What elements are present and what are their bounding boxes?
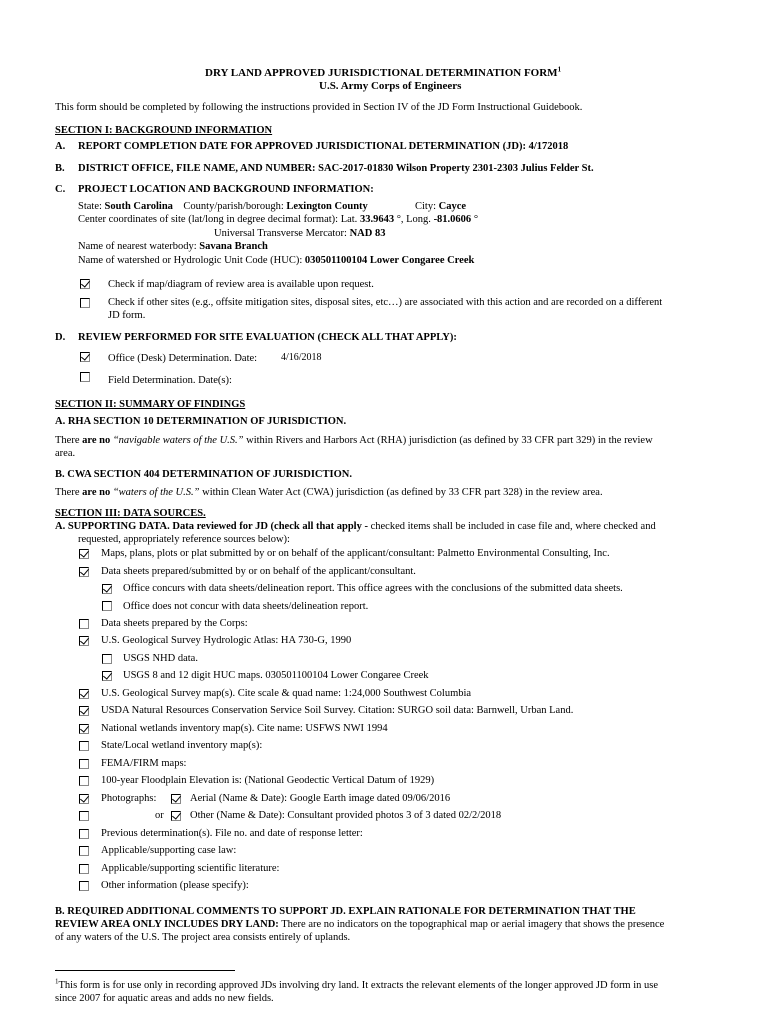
- state-local-wetland-label: State/Local wetland inventory map(s):: [101, 740, 263, 751]
- section-2-heading: SECTION II: SUMMARY OF FINDINGS: [55, 399, 246, 410]
- s1-a-letter: A.: [55, 141, 66, 152]
- other-photo-label: Other (Name & Date): Consultant provided photos 3 of 3 dated 02/2/2018: [190, 810, 502, 821]
- data-sheets-applicant-checkbox[interactable]: [79, 567, 89, 577]
- s3-b-text: REVIEW AREA ONLY INCLUDES DRY LAND: There are no indicators on the topographical map or aerial imagery that shows the presence: [55, 919, 665, 930]
- usgs-huc-label: USGS 8 and 12 digit HUC maps. 030501100104 Lower Congaree Creek: [123, 670, 429, 681]
- data-sheets-applicant-label: Data sheets prepared/submitted by or on behalf of the applicant/consultant.: [101, 566, 416, 577]
- s1-b-text: DISTRICT OFFICE, FILE NAME, AND NUMBER: SAC-2017-01830 Wilson Property 2301-2303 Julius Felder St.: [78, 163, 594, 174]
- s3-b-text-2: of any waters of the U.S. The project area consists entirely of uplands.: [55, 932, 351, 943]
- other-photo-checkbox[interactable]: [171, 811, 181, 821]
- s3-b-heading: B. REQUIRED ADDITIONAL COMMENTS TO SUPPORT JD. EXPLAIN RATIONALE FOR DETERMINATION THAT THE: [55, 906, 636, 917]
- case-law-label: Applicable/supporting case law:: [101, 845, 237, 856]
- previous-determination-checkbox[interactable]: [79, 829, 89, 839]
- s2-a-text: There are no “navigable waters of the U.S.” within Rivers and Harbors Act (RHA) jurisdiction (as defined by 33 CFR part 329) in the review: [55, 435, 653, 446]
- footnote-line-2: since 2007 for aquatic areas and adds no new fields.: [55, 993, 274, 1004]
- map-available-label: Check if map/diagram of review area is available upon request.: [108, 279, 374, 290]
- field-determination-label: Field Determination. Date(s):: [108, 375, 232, 386]
- floodplain-label: 100-year Floodplain Elevation is: (National Geodectic Vertical Datum of 1929): [101, 775, 435, 786]
- photographs-label: Photographs:: [101, 793, 157, 804]
- usgs-nhd-checkbox[interactable]: [102, 654, 112, 664]
- map-available-checkbox[interactable]: [80, 279, 90, 289]
- office-determination-label: Office (Desk) Determination. Date:: [108, 353, 258, 364]
- form-title: DRY LAND APPROVED JURISDICTIONAL DETERMINATION FORM$^1$: [205, 65, 562, 79]
- usgs-atlas-checkbox[interactable]: [79, 636, 89, 646]
- s3-a-text: A. SUPPORTING DATA. Data reviewed for JD (check all that apply - checked items shall be included in case file and, where checked and: [55, 521, 656, 532]
- data-sheets-corps-label: Data sheets prepared by the Corps:: [101, 618, 248, 629]
- section-3-heading: SECTION III: DATA SOURCES.: [55, 508, 206, 519]
- utm-line: Universal Transverse Mercator: NAD 83: [214, 228, 386, 239]
- other-sites-label-1: Check if other sites (e.g., offsite mitigation sites, disposal sites, etc…) are associated with this action and are recorded on a different: [108, 297, 663, 308]
- aerial-photo-label: Aerial (Name & Date): Google Earth image dated 09/06/2016: [190, 793, 451, 804]
- usda-soil-label: USDA Natural Resources Conservation Service Soil Survey. Citation: SURGO soil data: Barnwell, Urban Land.: [101, 705, 574, 716]
- usgs-nhd-label: USGS NHD data.: [123, 653, 198, 664]
- other-sites-label-2: JD form.: [108, 310, 146, 321]
- state-line: State: South Carolina County/parish/borough: Lexington County: [78, 201, 368, 212]
- office-concurs-label: Office concurs with data sheets/delineation report. This office agrees with the conclusions of the submitted data sheets.: [123, 583, 623, 594]
- footnote-divider: [55, 970, 235, 971]
- office-concurs-checkbox[interactable]: [102, 584, 112, 594]
- office-determination-date[interactable]: 4/16/2018: [281, 352, 322, 363]
- usda-soil-checkbox[interactable]: [79, 706, 89, 716]
- s1-c-letter: C.: [55, 184, 66, 195]
- s3-a-text-2: requested, appropriately reference sources below):: [78, 534, 290, 545]
- other-information-label: Other information (please specify):: [101, 880, 249, 891]
- fema-firm-checkbox[interactable]: [79, 759, 89, 769]
- maps-plans-label: Maps, plans, plots or plat submitted by or on behalf of the applicant/consultant: Palmetto Environmental Consulting, Inc.: [101, 548, 610, 559]
- waterbody-line: Name of nearest waterbody: Savana Branch: [78, 241, 268, 252]
- s1-d-letter: D.: [55, 332, 66, 343]
- other-information-checkbox[interactable]: [79, 881, 89, 891]
- nwi-map-label: National wetlands inventory map(s). Cite name: USFWS NWI 1994: [101, 723, 388, 734]
- city-line: City: Cayce: [415, 201, 467, 212]
- s2-b-text: There are no “waters of the U.S.” within Clean Water Act (CWA) jurisdiction (as defined by 33 CFR part 328) in the review area.: [55, 487, 603, 498]
- office-not-concur-checkbox[interactable]: [102, 601, 112, 611]
- s1-b-letter: B.: [55, 163, 65, 174]
- fema-firm-label: FEMA/FIRM maps:: [101, 758, 187, 769]
- or-label: or: [155, 810, 164, 821]
- s2-a-text-2: area.: [55, 448, 76, 459]
- usgs-map-checkbox[interactable]: [79, 689, 89, 699]
- aerial-photo-checkbox[interactable]: [171, 794, 181, 804]
- scientific-literature-checkbox[interactable]: [79, 864, 89, 874]
- coords-line: Center coordinates of site (lat/long in degree decimal format): Lat. 33.9643 °, Long. -81.0606 °: [78, 214, 479, 225]
- field-determination-checkbox[interactable]: [80, 372, 90, 382]
- data-sheets-corps-checkbox[interactable]: [79, 619, 89, 629]
- huc-line: Name of watershed or Hydrologic Unit Code (HUC): 030501100104 Lower Congaree Creek: [78, 255, 475, 266]
- scientific-literature-label: Applicable/supporting scientific literature:: [101, 863, 280, 874]
- s1-c-text: PROJECT LOCATION AND BACKGROUND INFORMATION:: [78, 184, 374, 195]
- photographs-checkbox[interactable]: [79, 794, 89, 804]
- floodplain-checkbox[interactable]: [79, 776, 89, 786]
- section-1-heading: SECTION I: BACKGROUND INFORMATION: [55, 125, 273, 136]
- nwi-map-checkbox[interactable]: [79, 724, 89, 734]
- state-local-wetland-checkbox[interactable]: [79, 741, 89, 751]
- s1-a-text: REPORT COMPLETION DATE FOR APPROVED JURISDICTIONAL DETERMINATION (JD): 4/172018: [78, 141, 569, 152]
- previous-determination-label: Previous determination(s). File no. and date of response letter:: [101, 828, 363, 839]
- other-sites-checkbox[interactable]: [80, 298, 90, 308]
- intro-text: This form should be completed by following the instructions provided in Section IV of the JD Form Instructional Guidebook.: [55, 102, 583, 113]
- usgs-atlas-label: U.S. Geological Survey Hydrologic Atlas: HA 730-G, 1990: [101, 635, 352, 646]
- s2-a-heading: A. RHA SECTION 10 DETERMINATION OF JURISDICTION.: [55, 416, 347, 427]
- other-photo-outer-checkbox[interactable]: [79, 811, 89, 821]
- case-law-checkbox[interactable]: [79, 846, 89, 856]
- usgs-map-label: U.S. Geological Survey map(s). Cite scale & quad name: 1:24,000 Southwest Columbia: [101, 688, 472, 699]
- s1-d-text: REVIEW PERFORMED FOR SITE EVALUATION (CHECK ALL THAT APPLY):: [78, 332, 457, 343]
- form-subtitle: U.S. Army Corps of Engineers: [319, 80, 462, 92]
- s2-b-heading: B. CWA SECTION 404 DETERMINATION OF JURISDICTION.: [55, 469, 352, 480]
- footnote-line-1: $^1$This form is for use only in recording approved JDs involving dry land. It extracts the relevant elements of the longer approved JD form in use: [55, 977, 659, 991]
- usgs-huc-checkbox[interactable]: [102, 671, 112, 681]
- office-not-concur-label: Office does not concur with data sheets/delineation report.: [123, 601, 369, 612]
- maps-plans-checkbox[interactable]: [79, 549, 89, 559]
- office-determination-checkbox[interactable]: [80, 352, 90, 362]
